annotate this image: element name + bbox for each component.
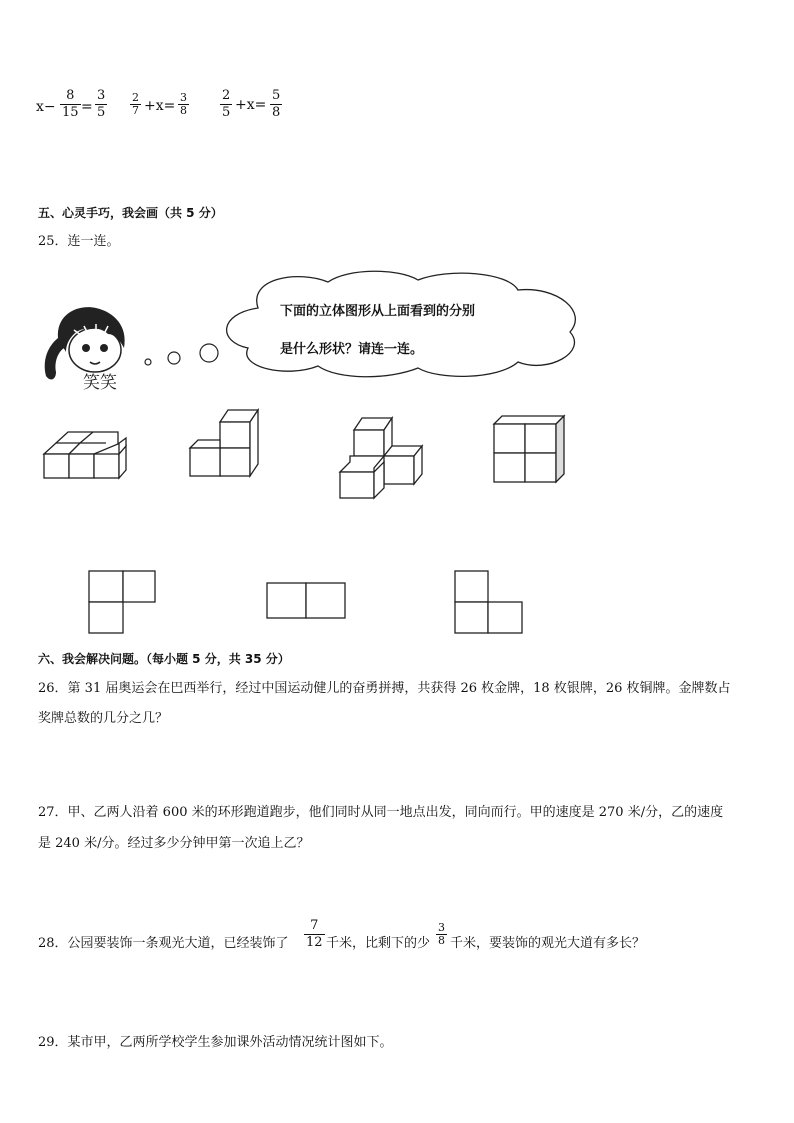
eq3-fraction-1 [220, 88, 232, 121]
eq2-fraction-2 [178, 92, 189, 117]
cube-figure-1 [40, 420, 130, 482]
equation-3 [220, 88, 300, 128]
eq1-frac1-denominator: 15 [62, 105, 79, 120]
eq2-frac2-numerator: 3 [180, 91, 187, 104]
eq1-lhs: x− [36, 99, 56, 115]
question-27-line1: 27．甲、乙两人沿着 600 米的环形跑道跑步，他们同时从同一地点出发，同向而行。甲的速度是 270 米/分，乙的速度 [38, 805, 724, 820]
question-26-line1: 26．第 31 届奥运会在巴西举行，经过中国运动健儿的奋勇拼搏，共获得 26 枚金牌，18 枚银牌，26 枚铜牌。金牌数占 [38, 681, 731, 696]
top-view-shape-2 [264, 580, 348, 622]
section6-heading: 六、我会解决问题。（每小题 5 分，共 35 分） [38, 652, 290, 666]
eq3-middle: +x= [235, 97, 267, 113]
eq2-frac1-denominator: 7 [132, 104, 139, 117]
bubble-text-line2: 是什么形状？请连一连。 [280, 342, 424, 357]
eq3-frac2-denominator: 8 [272, 105, 281, 120]
question-28 [38, 916, 678, 960]
eq3-fraction-2 [270, 88, 282, 121]
q28-frac1-denominator: 12 [306, 935, 323, 950]
eq2-frac1-numerator: 2 [132, 91, 139, 104]
girl-illustration [38, 300, 138, 395]
q28-fraction-2 [436, 922, 447, 947]
q28-fraction-1 [304, 918, 325, 951]
eq2-middle: +x= [144, 98, 176, 114]
q28-text-part2: 千米，比剩下的少 [326, 936, 431, 951]
eq1-fraction-1 [60, 88, 81, 121]
q28-frac2-numerator: 3 [438, 921, 445, 934]
q28-frac1-numerator: 7 [310, 918, 319, 933]
eq1-fraction-2 [95, 88, 107, 121]
thought-dots [140, 340, 220, 370]
eq3-frac1-denominator: 5 [222, 105, 231, 120]
bubble-text-line1: 下面的立体图形从上面看到的分别 [280, 304, 476, 319]
question-25: 25．连一连。 [38, 234, 120, 249]
girl-name-label: 笑笑 [83, 373, 117, 393]
equation-2 [130, 92, 200, 126]
q28-frac2-denominator: 8 [438, 934, 445, 947]
question-29: 29．某市甲，乙两所学校学生参加课外活动情况统计图如下。 [38, 1035, 393, 1050]
top-view-shape-1 [86, 568, 158, 636]
q28-text-part1: 28．公园要装饰一条观光大道，已经装饰了 [38, 936, 289, 951]
girl-hair-icon [45, 307, 125, 379]
eq1-frac2-numerator: 3 [97, 88, 106, 103]
question-27-line2: 是 240 米/分。经过多少分钟甲第一次追上乙？ [38, 836, 310, 851]
q28-text-part3: 千米，要装饰的观光大道有多长？ [450, 936, 646, 951]
eq1-frac1-numerator: 8 [66, 88, 75, 103]
equation-1 [36, 88, 116, 128]
eq1-frac2-denominator: 5 [97, 105, 106, 120]
eq1-equals: = [81, 99, 93, 115]
section5-heading: 五、心灵手巧，我会画（共 5 分） [38, 206, 223, 220]
cube-figure-3 [336, 412, 432, 500]
girl-face-icon [69, 328, 121, 372]
cube-figure-4 [490, 412, 570, 486]
question-26-line2: 奖牌总数的几分之几？ [38, 711, 169, 726]
eq3-frac2-numerator: 5 [272, 88, 281, 103]
eq2-frac2-denominator: 8 [180, 104, 187, 117]
top-view-shape-3 [452, 568, 526, 636]
cube-figure-2 [186, 404, 266, 480]
thought-cloud [218, 268, 582, 380]
eq3-frac1-numerator: 2 [222, 88, 231, 103]
eq2-fraction-1 [130, 92, 141, 117]
